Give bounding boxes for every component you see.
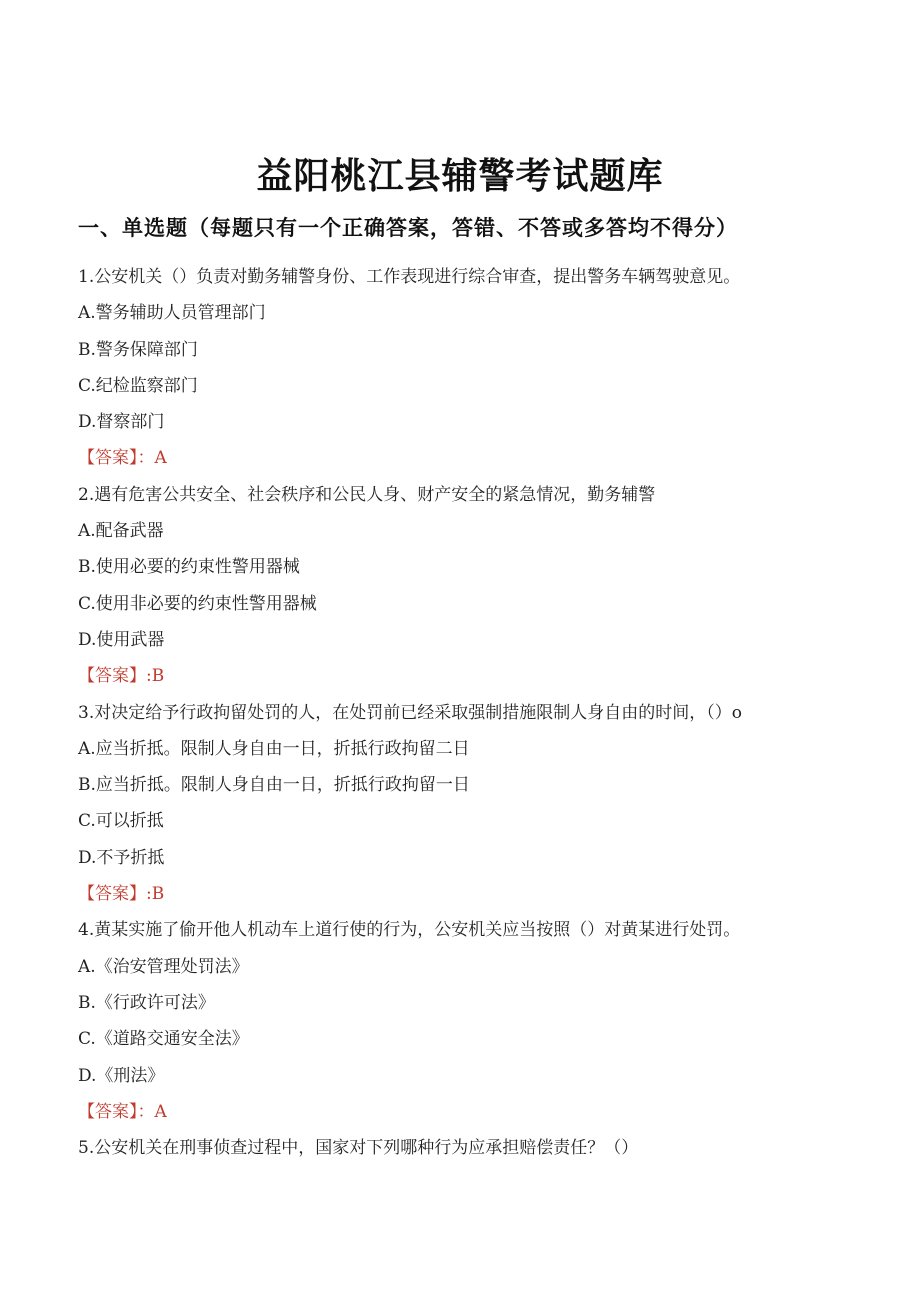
option-a: A.《治安管理处罚法》 [78, 956, 249, 977]
option-d: D.使用武器 [78, 629, 165, 650]
answer-line [78, 443, 878, 479]
option-a: A.配备武器 [78, 521, 164, 542]
answer-label: 【答案】 [78, 884, 146, 905]
answer-line [78, 879, 878, 915]
option-c: C.纪检监察部门 [78, 375, 198, 396]
answer-label: 【答案】： [78, 1101, 155, 1122]
document-title: 益阳桃江县辅警考试题库 [256, 156, 664, 197]
option-d: D.《刑法》 [78, 1065, 165, 1086]
question-stem: 2.遇有危害公共安全、社会秩序和公民人身、财产安全的紧急情况，勤务辅警 [78, 484, 656, 505]
answer-line [78, 661, 878, 697]
answer-value: :B [146, 884, 165, 905]
question-list [78, 262, 878, 1169]
section-heading: 一、单选题（每题只有一个正确答案，答错、不答或多答均不得分） [78, 215, 738, 240]
option-c: C.《道路交通安全法》 [78, 1029, 249, 1050]
answer-value: A [154, 1101, 167, 1122]
question-stem: 1.公安机关（）负责对勤务辅警身份、工作表现进行综合审查，提出警务车辆驾驶意见。 [78, 267, 741, 287]
option-a: A.警务辅助人员管理部门 [78, 303, 266, 324]
question-stem: 5.公安机关在刑事侦查过程中，国家对下列哪种行为应承担赔偿责任？（） [78, 1138, 639, 1159]
answer-label: 【答案】： [78, 448, 155, 469]
option-b: B.《行政许可法》 [78, 992, 215, 1013]
answer-line [78, 1097, 878, 1133]
answer-label: 【答案】 [78, 666, 146, 687]
option-b: B.使用必要的约束性警用器械 [78, 557, 300, 578]
option-d: D.不予折抵 [78, 847, 165, 868]
option-b: B.应当折抵。限制人身自由一日，折抵行政拘留一日 [78, 775, 470, 796]
question-stem: 4.黄某实施了偷开他人机动车上道行使的行为，公安机关应当按照（）对黄某进行处罚。 [78, 920, 741, 941]
option-c: C.使用非必要的约束性警用器械 [78, 593, 317, 614]
option-a: A.应当折抵。限制人身自由一日，折抵行政拘留二日 [78, 738, 470, 759]
option-d: D.督察部门 [78, 412, 165, 433]
question-stem: 3.对决定给予行政拘留处罚的人，在处罚前已经采取强制措施限制人身自由的时间，（）o [78, 702, 742, 723]
option-c: C.可以折抵 [78, 811, 164, 832]
answer-value: :B [146, 666, 165, 687]
option-b: B.警务保障部门 [78, 339, 198, 360]
answer-value: A [154, 448, 167, 469]
